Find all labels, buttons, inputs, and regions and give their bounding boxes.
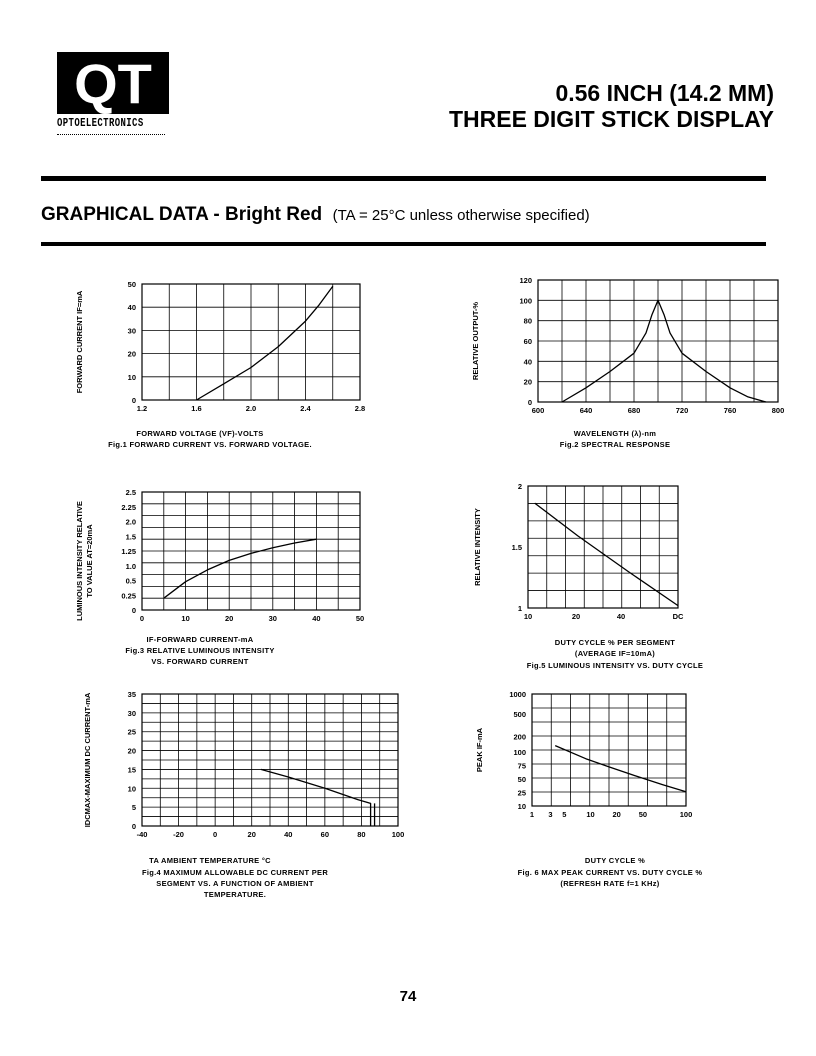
fig1-x-tick-label: 2.8 (354, 404, 366, 413)
fig3-y-tick-label: 2.0 (125, 517, 136, 527)
chart-fig3 (70, 480, 370, 640)
fig6-y-tick-label: 10 (517, 802, 526, 811)
header-rule (41, 176, 766, 181)
fig6-y-tick-label: 100 (513, 748, 526, 758)
fig2-x-tick-label: 760 (723, 406, 737, 415)
chart-fig4 (70, 680, 405, 840)
fig1-y-tick-label: 30 (127, 326, 136, 336)
fig1-x-tick-label: 2.4 (300, 404, 311, 413)
fig1-xlabel: FORWARD VOLTAGE (VF)-VOLTS (136, 429, 264, 438)
fig4-xlabel: TA AMBIENT TEMPERATURE °C (149, 856, 271, 865)
fig5-xlabel: DUTY CYCLE % PER SEGMENT (AVERAGE IF=10mA) (554, 638, 676, 658)
fig3-x-tick-label: 0 (139, 614, 145, 623)
fig3-x-tick-label: 50 (355, 614, 365, 623)
section-rule (41, 242, 766, 246)
fig4-y-tick-label: 0 (131, 822, 136, 831)
fig2-y-tick-label: 20 (523, 377, 532, 387)
fig6-y-tick-label: 50 (517, 775, 526, 785)
fig1-y-tick-label: 10 (127, 372, 136, 382)
fig4-x-tick-label: 80 (357, 830, 366, 839)
fig6-x-tick-label: 100 (679, 810, 693, 819)
fig4-y-tick-label: 10 (127, 784, 136, 794)
fig6-y-tick-label: 1000 (509, 690, 526, 699)
fig6-caption: Fig. 6 MAX PEAK CURRENT VS. DUTY CYCLE % (REFRESH RATE f=1 KHz) (517, 868, 703, 888)
fig2-y-tick-label: 100 (519, 296, 532, 306)
fig1-series-line (197, 286, 333, 400)
fig4-x-tick-label: 40 (284, 830, 293, 839)
fig3-ylabel: LUMINOUS INTENSITY RELATIVETO VALUE AT=20mA (75, 501, 94, 621)
fig3-x-tick-label: 20 (225, 614, 234, 623)
fig4-y-tick-label: 20 (127, 746, 136, 756)
fig4-y-tick-label: 25 (127, 727, 136, 737)
fig4-x-tick-label: 60 (320, 830, 330, 839)
fig1-y-tick-label: 40 (127, 303, 136, 313)
fig3-x-tick-label: 10 (181, 614, 190, 623)
fig5-y-tick-label: 2 (517, 482, 522, 491)
fig3-y-tick-label: 0.25 (121, 591, 136, 601)
fig3-y-tick-label: 0.5 (125, 576, 136, 586)
title-line-1: 0.56 INCH (14.2 MM) (555, 80, 774, 106)
fig2-ylabel: RELATIVE OUTPUT-% (471, 301, 480, 381)
fig2-series-line (562, 300, 766, 402)
fig2-y-tick-label: 40 (523, 357, 532, 367)
fig3-y-tick-label: 1.5 (125, 532, 136, 542)
fig3-y-tick-label: 1.25 (121, 547, 136, 556)
fig6-x-tick-label: 50 (638, 810, 648, 819)
qt-logo (57, 52, 169, 114)
fig2-x-tick-label: 640 (579, 406, 593, 415)
fig1-x-tick-label: 2.0 (245, 404, 257, 413)
logo-subtitle: OPTOELECTRONICS (57, 117, 144, 130)
fig5-x-tick-label: 20 (571, 612, 581, 621)
fig3-y-tick-label: 2.5 (125, 488, 136, 497)
fig2-y-tick-label: 80 (523, 316, 532, 326)
fig3-caption: Fig.3 RELATIVE LUMINOUS INTENSITY VS. FORWARD CURRENT (125, 646, 275, 666)
fig4-x-tick-label: 100 (391, 830, 405, 839)
fig2-xlabel: WAVELENGTH (λ)-nm (573, 429, 657, 438)
fig6-y-tick-label: 25 (517, 788, 526, 798)
fig6-x-tick-label: 20 (612, 810, 621, 819)
fig3-xlabel: IF-FORWARD CURRENT-mA (146, 635, 254, 644)
fig5-y-tick-label: 1.5 (511, 543, 522, 552)
fig4-x-tick-label: 0 (213, 830, 218, 839)
fig1-x-tick-label: 1.2 (136, 404, 148, 413)
page-number: 74 (399, 988, 417, 1005)
fig3-y-tick-label: 0 (131, 606, 136, 615)
fig2-x-tick-label: 720 (675, 406, 689, 415)
fig1-y-tick-label: 0 (131, 396, 136, 405)
section-heading (41, 204, 590, 226)
fig6-x-tick-label: 5 (562, 810, 567, 819)
fig6-x-tick-label: 10 (586, 810, 595, 819)
fig4-y-tick-label: 35 (127, 690, 136, 699)
fig3-y-tick-label: 1.0 (125, 561, 136, 571)
fig5-x-tick-label: 10 (523, 612, 533, 621)
fig6-y-tick-label: 500 (513, 710, 526, 720)
fig6-ylabel: PEAK IF-mA (475, 727, 484, 773)
fig2-y-tick-label: 60 (523, 337, 532, 346)
fig1-x-tick-label: 1.6 (191, 404, 202, 413)
chart-fig5 (470, 478, 750, 628)
fig1-caption: Fig.1 FORWARD CURRENT VS. FORWARD VOLTAGE. (108, 440, 312, 449)
fig2-x-tick-label: 800 (771, 406, 785, 415)
fig4-y-tick-label: 15 (127, 765, 136, 775)
fig1-y-tick-label: 20 (127, 349, 136, 359)
fig4-x-tick-label: -20 (173, 830, 184, 839)
section-note: (TA = 25°C unless otherwise specified) (332, 207, 590, 224)
fig3-y-tick-label: 2.25 (121, 502, 136, 512)
fig5-y-tick-label: 1 (517, 604, 522, 613)
section-title: GRAPHICAL DATA - Bright Red (41, 204, 323, 225)
title-line-2: THREE DIGIT STICK DISPLAY (448, 106, 774, 132)
fig6-y-tick-label: 75 (517, 761, 526, 771)
fig6-xlabel: DUTY CYCLE % (584, 856, 646, 865)
fig5-x-tick-label: DC (672, 612, 684, 621)
fig2-caption: Fig.2 SPECTRAL RESPONSE (559, 440, 671, 449)
fig6-x-tick-label: 3 (548, 810, 553, 819)
fig6-x-tick-label: 1 (529, 810, 535, 819)
fig5-ylabel: RELATIVE INTENSITY (473, 508, 482, 586)
fig1-ylabel: FORWARD CURRENT IF=mA (75, 290, 84, 394)
fig4-caption: Fig.4 MAXIMUM ALLOWABLE DC CURRENT PER SEGMENT VS. A FUNCTION OF AMBIENT TEMPERATURE. (141, 868, 329, 899)
fig5-caption: Fig.5 LUMINOUS INTENSITY VS. DUTY CYCLE (526, 661, 704, 670)
fig3-series-line (164, 539, 317, 598)
fig5-x-tick-label: 40 (616, 612, 626, 621)
fig4-y-tick-label: 30 (127, 708, 136, 718)
fig4-x-tick-label: -40 (136, 830, 148, 839)
fig3-x-tick-label: 40 (312, 614, 321, 623)
fig3-x-tick-label: 30 (268, 614, 277, 623)
fig2-y-tick-label: 120 (519, 276, 532, 285)
fig2-y-tick-label: 0 (527, 398, 532, 407)
fig1-y-tick-label: 50 (127, 280, 136, 289)
logo-underline (57, 134, 165, 135)
logo-text: QT (74, 52, 152, 114)
fig2-x-tick-label: 600 (531, 406, 545, 415)
fig4-ylabel: IDCMAX-MAXIMUM DC CURRENT-mA (83, 692, 92, 828)
chart-fig6 (470, 680, 750, 830)
fig4-x-tick-label: 20 (247, 830, 256, 839)
fig2-x-tick-label: 680 (627, 406, 641, 415)
fig4-y-tick-label: 5 (131, 803, 136, 813)
fig6-y-tick-label: 200 (513, 732, 526, 742)
